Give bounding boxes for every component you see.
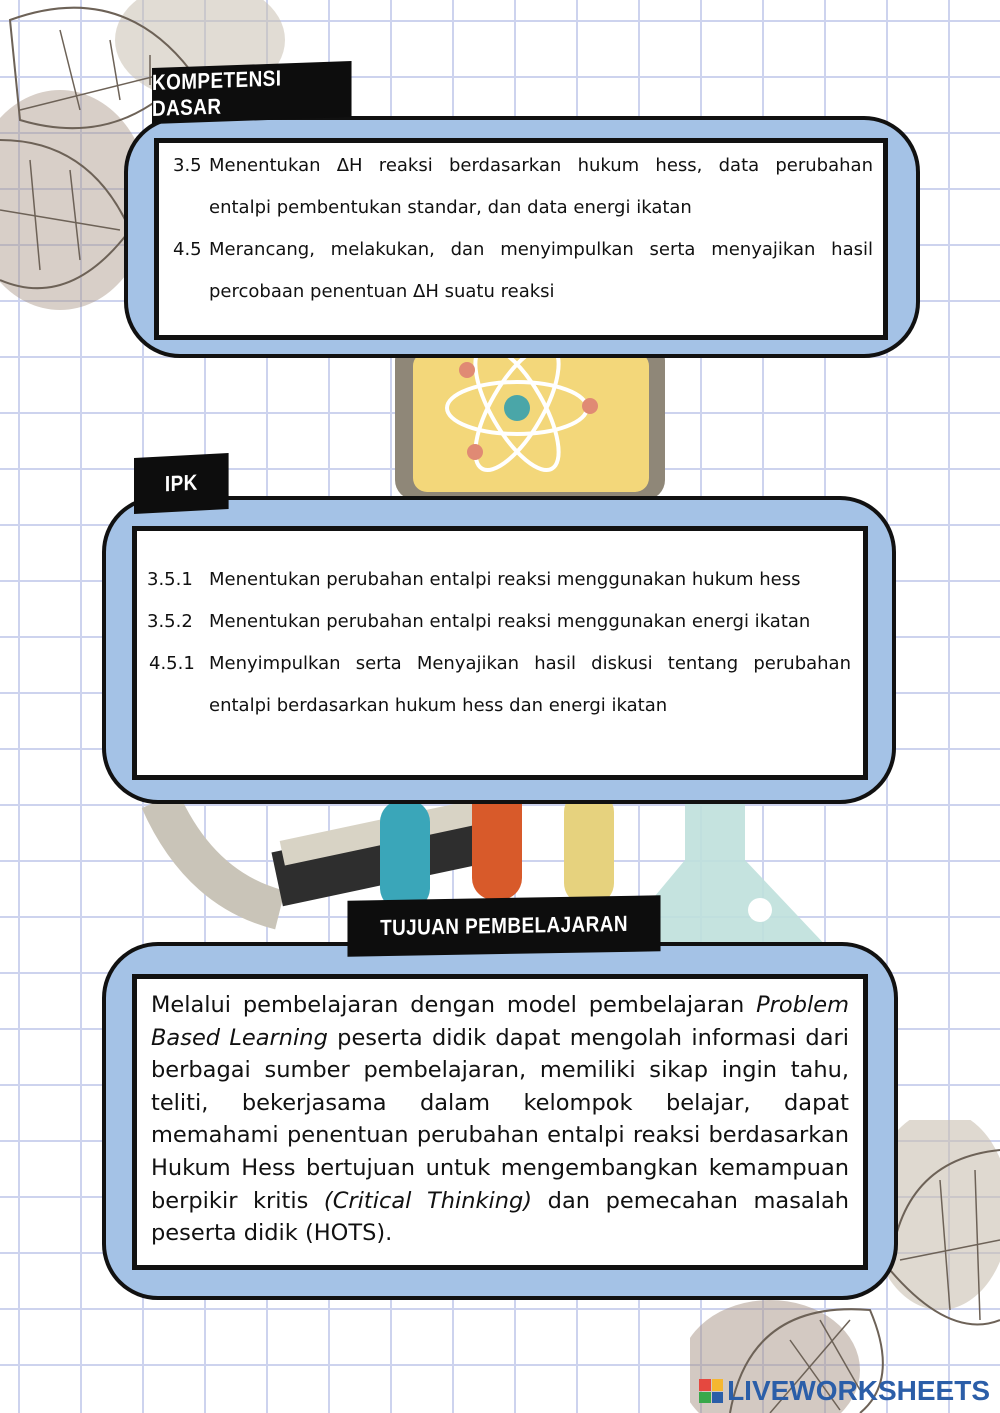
ipk-item-number: 4.5.1 <box>149 653 195 674</box>
kd-item-text-line2: entalpi pembentukan standar, dan data energi ikatan <box>209 197 692 218</box>
ipk-item-text: Menentukan perubahan entalpi reaksi menggunakan hukum hess <box>209 569 801 590</box>
ipk-item-number: 3.5.2 <box>147 611 193 632</box>
ipk-item <box>147 601 851 643</box>
logo-text: LIVEWORKSHEETS <box>727 1375 990 1406</box>
ipk-item-text: Menentukan perubahan entalpi reaksi menggunakan energi ikatan <box>209 611 811 632</box>
tujuan-text-part2: peserta didik dapat mengolah informasi dari berbagai sumber pembelajaran, memiliki sikap ingin tahu, teliti, bekerjasama dalam kelompok belajar, dapat memahami penentuan perubahan entalpi reaksi berdasarkan Hukum Hess bertujuan untuk mengembangkan kemampuan berpikir kritis <box>151 1024 849 1214</box>
ipk-item-text-line1: Menyimpulkan serta Menyajikan hasil diskusi tentang perubahan <box>209 653 851 674</box>
ipk-item-text-line2: entalpi berdasarkan hukum hess dan energi ikatan <box>209 695 668 716</box>
tujuan-pembelajaran-label <box>347 895 660 956</box>
tujuan-paragraph <box>151 989 849 1250</box>
ipk-box <box>132 526 868 780</box>
tujuan-text-part3: dan pemecahan masalah peserta didik (HOTS). <box>151 1187 850 1247</box>
kd-item-3-5 <box>173 145 873 229</box>
ipk-item-number: 3.5.1 <box>147 569 193 590</box>
liveworksheets-icon <box>699 1379 723 1403</box>
liveworksheets-logo[interactable] <box>699 1375 990 1407</box>
tujuan-box <box>132 974 868 1270</box>
ipk-item <box>149 643 851 727</box>
kd-item-number: 3.5 <box>173 155 202 176</box>
kompetensi-dasar-panel <box>124 116 920 358</box>
kompetensi-dasar-label <box>152 61 352 124</box>
kompetensi-dasar-title: KOMPETENSI DASAR <box>152 65 282 121</box>
ipk-label <box>134 453 229 514</box>
atom-illustration <box>395 340 675 510</box>
kompetensi-dasar-box <box>154 138 888 340</box>
kd-item-text-line1: Menentukan ΔH reaksi berdasarkan hukum hess, data perubahan <box>209 155 873 176</box>
ipk-item <box>147 559 851 601</box>
kd-item-text-line2: percobaan penentuan ΔH suatu reaksi <box>209 281 555 302</box>
ipk-title: IPK <box>164 469 198 497</box>
kd-item-4-5 <box>173 229 873 313</box>
kd-item-number: 4.5 <box>173 239 202 260</box>
tujuan-title: TUJUAN PEMBELAJARAN <box>380 910 628 941</box>
tujuan-text-part1: Melalui pembelajaran dengan model pembelajaran <box>151 992 757 1018</box>
tujuan-italic-critical-thinking: (Critical Thinking) <box>323 1187 533 1214</box>
kd-item-text-line1: Merancang, melakukan, dan menyimpulkan serta menyajikan hasil <box>209 239 873 260</box>
tujuan-panel <box>102 942 898 1300</box>
tujuan-italic-pbl: Problem Based Learning <box>151 992 849 1051</box>
ipk-panel <box>102 496 896 804</box>
